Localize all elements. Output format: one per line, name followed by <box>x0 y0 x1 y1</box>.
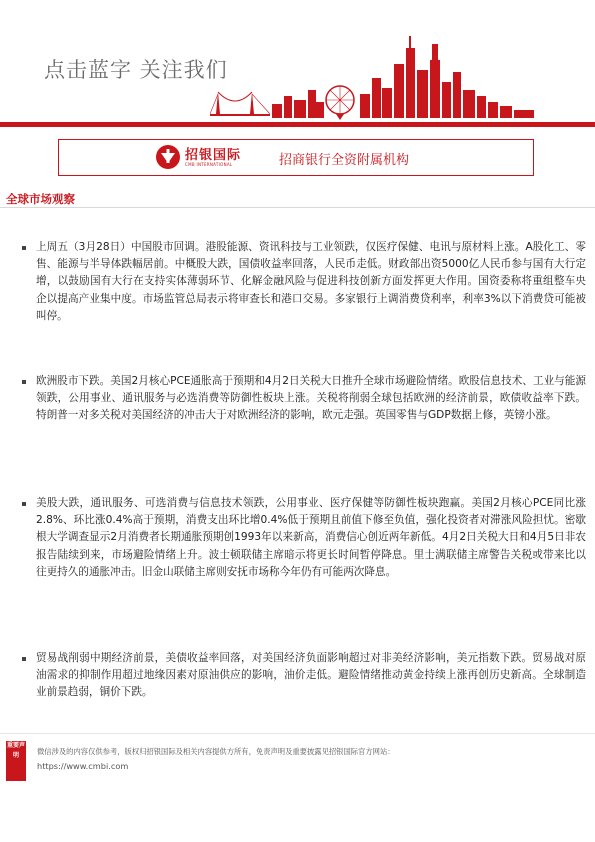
bullet-marker-icon <box>22 657 26 661</box>
brand-tagline: 招商银行全资附属机构 <box>279 153 410 168</box>
bullet-text: 欧洲股市下跌。美国2月核心PCE通胀高于预期和4月2日关税大日推升全球市场避险情绪。欧股信息技术、工业与能源领跌，公用事业、通讯服务与必选消费等防御性板块上涨。关税将削弱全球包括欧洲的经济前景，欧债收益率下跌。特朗普一对多关税对美国经济的冲击大于对欧洲经济的影响，欧元走强。英国零售与GDP数据上修，英镑小涨。 <box>36 375 586 422</box>
brand-name-en: CMB INTERNATIONAL <box>185 162 233 167</box>
bullet-text: 上周五（3月28日）中国股市回调。港股能源、资讯科技与工业领跌，仅医疗保健、电讯与原材料上涨。A股化工、零售、能源与半导体跌幅居前。中概股大跌，国债收益率回落，人民币走低。财政部出资5000亿人民币参与国有大行定增，以鼓励国有大行在支持实体薄弱环节、化解金融风险与促进科技创新方面发挥更大作用。国资委称将重组整车央企以提高产业集中度。市场监管总局表示将审查长和港口交易。多家银行上调消费贷利率，利率3%以下消费贷可能被叫停。 <box>36 241 586 322</box>
bullet-marker-icon <box>22 246 26 250</box>
important-notice-badge: 重要声明 <box>6 741 26 781</box>
section-divider <box>0 207 595 208</box>
bullet-marker-icon <box>22 502 26 506</box>
header-title[interactable]: 点击蓝字 关注我们 <box>44 58 228 82</box>
footer-divider <box>0 733 595 734</box>
bullet-text: 贸易战削弱中期经济前景，美债收益率回落，对美国经济负面影响超过对非美经济影响，美元指数下跌。贸易战对原油需求的抑制作用超过地缘因素对原油供应的影响，油价走低。避险情绪推动黄金持续上涨再创历史新高。全球制造业前景趋弱，铜价下跌。 <box>36 652 586 699</box>
footer-disclaimer: 微信涉及的内容仅供参考，版权归招银国际及相关内容提供方所有，免责声明及重要披露见招银国际官方网站： <box>37 747 395 756</box>
header-red-band <box>0 122 595 127</box>
cmbi-logo-icon <box>155 144 181 170</box>
bullet-text: 美股大跌，通讯服务、可选消费与信息技术领跌，公用事业、医疗保健等防御性板块跑赢。美国2月核心PCE同比涨2.8%、环比涨0.4%高于预期，消费支出环比增0.4%低于预期且前值下修至负值，强化投资者对滞涨风险担忧。密歇根大学调查显示2月消费者长期通胀预期创1993年以来新高，消费信心创近两年新低。4月2日关税大日和4月5日非农报告陆续到来，市场避险情绪上升。波士顿联储主席暗示将更长时间暂停降息。里士满联储主席警告关税或带来比以往更持久的通胀冲击。旧金山联储主席则安抚市场称今年仍有可能两次降息。 <box>36 497 586 578</box>
brand-name-cn: 招银国际 <box>185 148 242 163</box>
header-banner <box>0 0 595 128</box>
bullet-marker-icon <box>22 380 26 384</box>
footer-website-link[interactable]: https://www.cmbi.com <box>37 761 129 771</box>
section-title: 全球市场观察 <box>6 192 75 206</box>
brand-box <box>58 139 534 176</box>
city-skyline-icon <box>210 30 590 126</box>
